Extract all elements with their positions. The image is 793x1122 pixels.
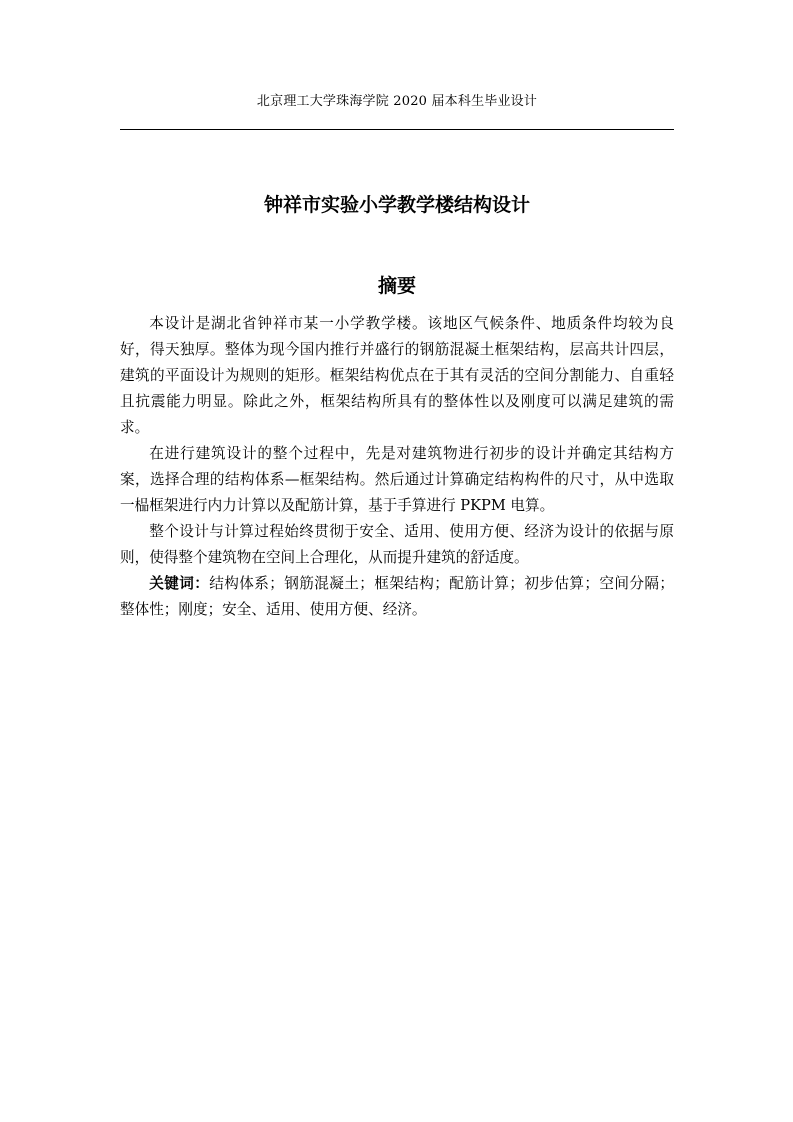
abstract-paragraph-2: 在进行建筑设计的整个过程中，先是对建筑物进行初步的设计并确定其结构方案，选择合理的结构体系—框架结构。然后通过计算确定结构构件的尺寸，从中选取一榀框架进行内力计算以及配筋计算，基于手算进行 PKPM 电算。 — [120, 445, 674, 514]
abstract-heading: 摘要 — [377, 275, 416, 297]
abstract-paragraph-3: 整个设计与计算过程始终贯彻于安全、适用、使用方便、经济为设计的依据与原则，使得整个建筑物在空间上合理化，从而提升建筑的舒适度。 — [120, 523, 674, 566]
running-header: 北京理工大学珠海学院 2020 届本科生毕业设计 — [256, 94, 538, 109]
document-title: 钟祥市实验小学教学楼结构设计 — [263, 194, 530, 216]
header-rule — [120, 129, 674, 130]
abstract-paragraph-1: 本设计是湖北省钟祥市某一小学教学楼。该地区气候条件、地质条件均较为良好，得天独厚。整体为现今国内推行并盛行的钢筋混凝土框架结构，层高共计四层，建筑的平面设计为规则的矩形。框架结构优点在于其有灵活的空间分割能力、自重轻且抗震能力明显。除此之外，框架结构所具有的整体性以及刚度可以满足建筑的需求。 — [120, 315, 674, 436]
keywords-paragraph — [120, 571, 674, 623]
keywords-label: 关键词： — [149, 575, 210, 592]
keywords-text: 结构体系；钢筋混凝土；框架结构；配筋计算；初步估算；空间分隔；整体性；刚度；安全、适用、使用方便、经济。 — [120, 575, 674, 618]
abstract-body — [120, 311, 674, 623]
